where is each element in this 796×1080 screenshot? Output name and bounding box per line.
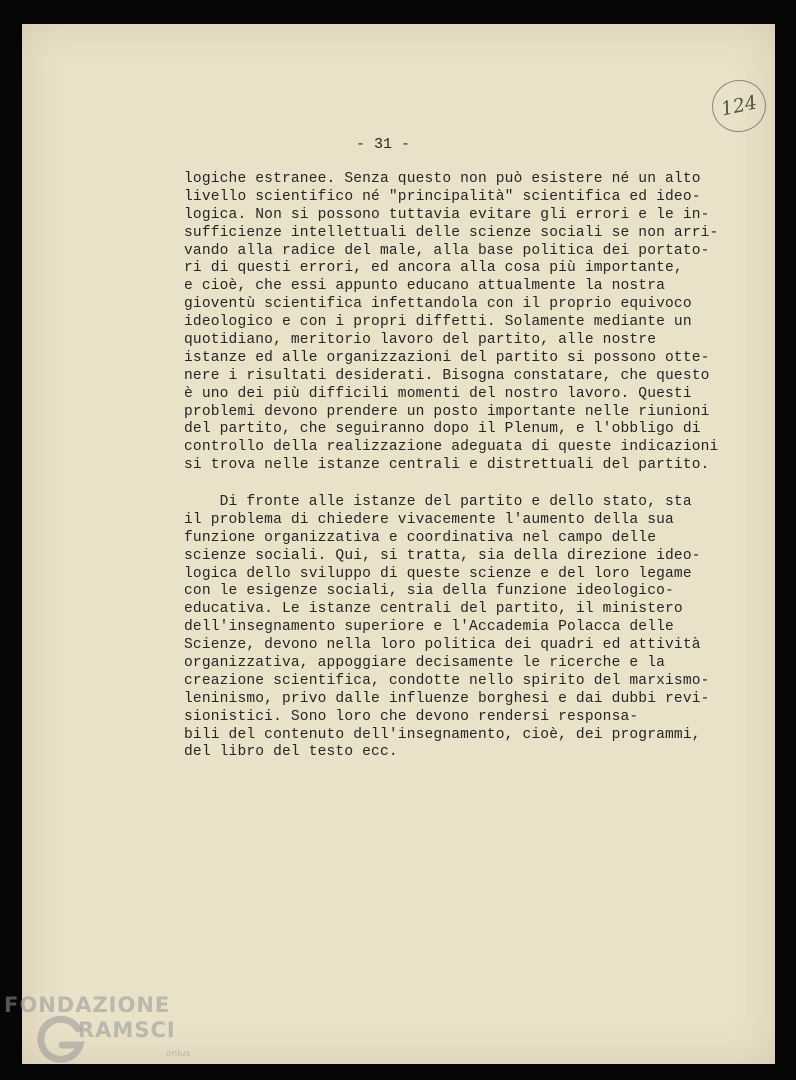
watermark-onlus: onlus — [166, 1049, 191, 1059]
text-line: livello scientifico né "principalità" scientifica ed ideo- — [184, 188, 701, 205]
text-line: ideologico e con i propri diffetti. Solamente mediante un — [184, 314, 692, 331]
fondazione-gramsci-watermark — [4, 993, 204, 1073]
watermark-line-1: FONDAZIONE — [4, 993, 171, 1017]
text-line: controllo della realizzazione adeguata di queste indicazioni — [184, 439, 719, 456]
text-line: educativa. Le istanze centrali del partito, il ministero — [184, 601, 683, 618]
paragraph-2 — [184, 494, 754, 762]
archive-number-stamp: 124 — [707, 75, 771, 137]
page-number: - 31 - — [356, 136, 411, 153]
paragraph-1 — [184, 171, 754, 475]
text-line: organizzativa, appoggiare decisamente le ricerche e la — [184, 655, 666, 672]
text-line: e cioè, che essi appunto educano attualmente la nostra — [184, 278, 666, 295]
text-line: Di fronte alle istanze del partito e dello stato, sta — [184, 494, 692, 510]
text-line: problemi devono prendere un posto importante nelle riunioni — [184, 403, 710, 420]
text-line: gioventù scientifica infettandola con il proprio equivoco — [184, 296, 692, 313]
text-line: sionistici. Sono loro che devono rendersi responsa- — [184, 708, 639, 725]
text-line: istanze ed alle organizzazioni del partito si possono otte- — [184, 349, 710, 366]
text-line: quotidiano, meritorio lavoro del partito, alle nostre — [184, 332, 657, 349]
text-line: ri di questi errori, ed ancora alla cosa più importante, — [184, 260, 683, 277]
text-line: vando alla radice del male, alla base politica dei portato- — [184, 242, 710, 259]
text-line: scienze sociali. Qui, si tratta, sia della direzione ideo- — [184, 547, 701, 564]
text-line: è uno dei più difficili momenti del nostro lavoro. Questi — [184, 385, 692, 402]
text-line: sufficienze intellettuali delle scienze sociali se non arri- — [184, 224, 719, 241]
text-line: creazione scientifica, condotte nello spirito del marxismo- — [184, 672, 710, 689]
text-line: del libro del testo ecc. — [184, 744, 398, 761]
text-line: logiche estranee. Senza questo non può esistere né un alto — [184, 171, 701, 187]
text-line: funzione organizzativa e coordinativa nel campo delle — [184, 529, 657, 546]
text-line: nere i risultati desiderati. Bisogna constatare, che questo — [184, 367, 710, 384]
text-line: si trova nelle istanze centrali e distrettuali del partito. — [184, 457, 710, 474]
text-line: il problema di chiedere vivacemente l'aumento della sua — [184, 511, 674, 528]
text-line: logica dello sviluppo di queste scienze e del loro legame — [184, 565, 692, 582]
text-line: logica. Non si possono tuttavia evitare gli errori e le in- — [184, 206, 710, 223]
text-line: del partito, che seguiranno dopo il Plenum, e l'obbligo di — [184, 421, 701, 438]
watermark-line-2: RAMSCI — [78, 1018, 176, 1042]
text-line: bili del contenuto dell'insegnamento, cioè, dei programmi, — [184, 726, 701, 743]
text-line: Scienze, devono nella loro politica dei quadri ed attività — [184, 637, 701, 654]
text-line: leninismo, privo dalle influenze borghesi e dai dubbi revi- — [184, 690, 710, 707]
text-line: dell'insegnamento superiore e l'Accademia Polacca delle — [184, 619, 674, 636]
text-line: con le esigenze sociali, sia della funzione ideologico- — [184, 583, 674, 600]
